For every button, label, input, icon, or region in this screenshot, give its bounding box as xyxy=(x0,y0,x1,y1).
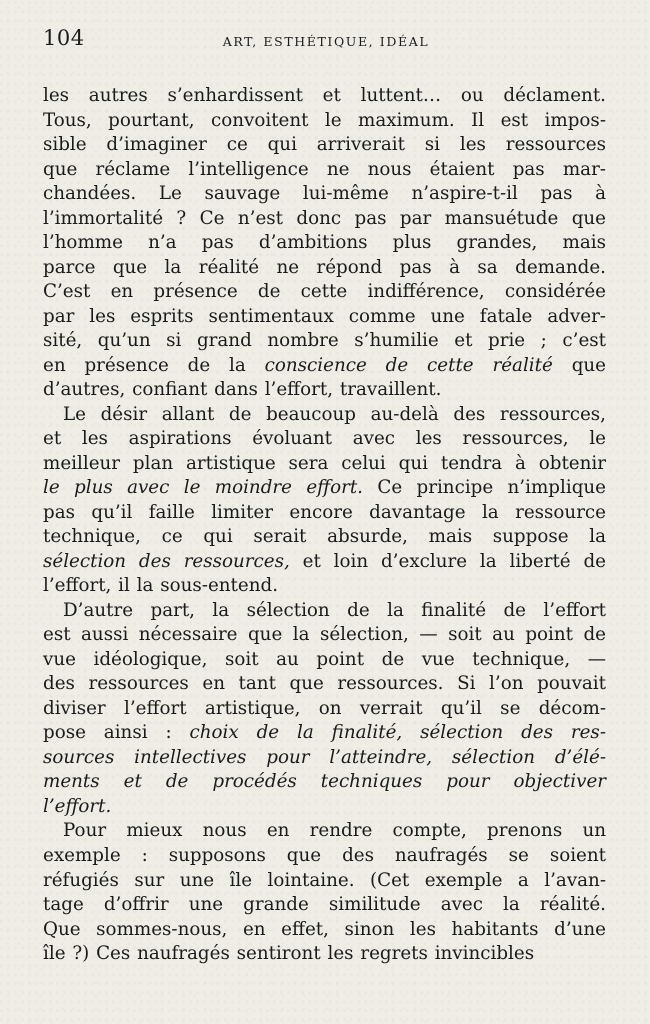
text-segment: Tous, pourtant, convoitent le maximum. Il est impos- xyxy=(43,109,606,131)
text-line xyxy=(43,819,606,844)
text-line xyxy=(43,893,606,918)
text-line xyxy=(43,623,606,648)
text-line xyxy=(43,942,606,967)
italic-text: conscience de cette réalité xyxy=(264,354,553,376)
text-line xyxy=(43,403,606,428)
text-line xyxy=(43,648,606,673)
italic-text: ments et de procédés techniques pour objectiver xyxy=(43,771,606,793)
text-segment: meilleur plan artistique sera celui qui tendra à obtenir xyxy=(43,452,606,474)
text-line xyxy=(43,672,606,697)
text-segment: pas qu’il faille limiter encore davantage la ressource xyxy=(43,501,606,523)
text-line xyxy=(43,844,606,869)
text-line xyxy=(43,133,606,158)
text-line xyxy=(43,869,606,894)
text-segment: l’homme n’a pas d’ambitions plus grandes, mais xyxy=(43,232,606,254)
text-segment: en présence de la xyxy=(43,354,265,376)
text-line xyxy=(43,452,606,477)
text-line xyxy=(43,182,606,207)
page-header xyxy=(43,26,609,54)
text-segment: D’autre part, la sélection de la finalité de l’effort xyxy=(63,599,606,621)
text-line xyxy=(43,476,606,501)
text-segment: par les esprits sentimentaux comme une fatale adver- xyxy=(43,305,606,327)
text-segment: tage d’offrir une grande similitude avec la réalité. xyxy=(43,894,606,916)
text-segment: l’effort, il la sous-entend. xyxy=(43,575,279,597)
text-segment: pose ainsi : xyxy=(43,722,190,744)
text-line xyxy=(43,305,606,330)
text-line xyxy=(43,599,606,624)
text-segment: est aussi nécessaire que la sélection, — soit au point de xyxy=(43,624,606,646)
text-segment: vue idéologique, soit au point de vue technique, — xyxy=(43,648,606,670)
text-line xyxy=(43,697,606,722)
text-segment: des ressources en tant que ressources. Si l’on pouvait xyxy=(43,673,606,695)
text-segment: que réclame l’intelligence ne nous étaient pas mar- xyxy=(43,158,606,180)
text-segment: réfugiés sur une île lointaine. (Cet exemple a l’avan- xyxy=(43,869,606,891)
text-segment: diviser l’effort artistique, on verrait qu’il se décom- xyxy=(43,697,606,719)
text-segment: chandées. Le sauvage lui-même n’aspire-t-il pas à xyxy=(43,183,606,205)
text-line xyxy=(43,329,606,354)
text-segment: sible d’imaginer ce qui arriverait si les ressources xyxy=(43,134,606,156)
text-segment: les autres s’enhardissent et luttent… ou déclament. xyxy=(43,85,606,106)
text-line xyxy=(43,354,606,379)
text-line xyxy=(43,550,606,575)
text-line xyxy=(43,525,606,550)
italic-text: l’effort. xyxy=(43,795,112,817)
text-line xyxy=(43,574,606,599)
text-line xyxy=(43,207,606,232)
text-line xyxy=(43,770,606,795)
text-segment: parce que la réalité ne répond pas à sa demande. xyxy=(43,256,606,278)
text-line xyxy=(43,746,606,771)
text-line xyxy=(43,501,606,526)
text-line xyxy=(43,378,606,403)
body-text xyxy=(43,84,606,967)
text-line xyxy=(43,795,606,820)
text-segment: l’immortalité ? Ce n’est donc pas par mansuétude que xyxy=(43,207,606,229)
text-segment: Que sommes-nous, en effet, sinon les habitants d’une xyxy=(43,918,606,940)
italic-text: sélection des ressources, xyxy=(43,550,290,572)
text-line xyxy=(43,256,606,281)
text-segment: Ce principe n’implique xyxy=(363,477,606,499)
text-segment: Le désir allant de beaucoup au-delà des ressources, xyxy=(63,403,606,425)
text-line xyxy=(43,918,606,943)
text-line xyxy=(43,280,606,305)
text-segment: exemple : supposons que des naufragés se soient xyxy=(43,844,606,866)
text-line xyxy=(43,158,606,183)
text-segment: d’autres, confiant dans l’effort, travaillent. xyxy=(43,379,442,401)
italic-text: sources intellectives pour l’atteindre, sélection d’élé- xyxy=(43,746,606,768)
text-segment: île ?) Ces naufragés sentiront les regrets invincibles xyxy=(43,943,535,965)
text-segment: que xyxy=(552,354,606,376)
text-segment: technique, ce qui serait absurde, mais suppose la xyxy=(43,526,606,548)
text-line xyxy=(43,84,606,109)
text-segment: sité, qu’un si grand nombre s’humilie et prie ; c’est xyxy=(43,330,606,352)
text-segment: et loin d’exclure la liberté de xyxy=(289,550,606,572)
text-line xyxy=(43,231,606,256)
page-number: 104 xyxy=(43,26,85,50)
italic-text: choix de la finalité, sélection des res- xyxy=(189,722,606,744)
text-segment: C’est en présence de cette indifférence, considérée xyxy=(43,281,606,303)
text-line xyxy=(43,427,606,452)
text-segment: et les aspirations évoluant avec les ressources, le xyxy=(43,428,606,450)
running-title: ART, ESTHÉTIQUE, IDÉAL xyxy=(222,34,430,49)
text-line xyxy=(43,721,606,746)
italic-text: le plus avec le moindre effort. xyxy=(43,477,363,499)
text-line xyxy=(43,109,606,134)
text-segment: Pour mieux nous en rendre compte, prenons un xyxy=(63,820,606,842)
